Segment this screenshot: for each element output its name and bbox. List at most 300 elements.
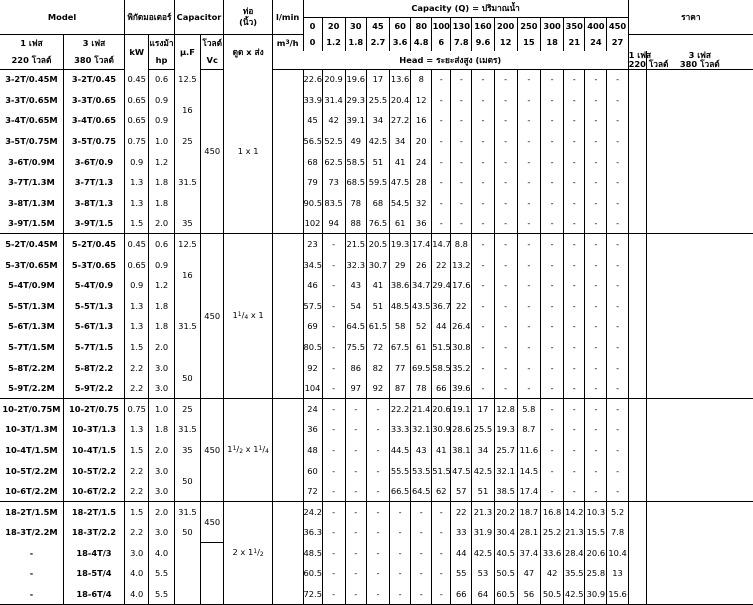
model-single-phase: 5-6T/1.3M [8, 321, 55, 332]
price-single-cell [628, 151, 646, 172]
head-value: 31.9 [472, 522, 494, 543]
head-value: 61 [390, 213, 411, 234]
head-value: - [607, 460, 628, 481]
price-single-phase: 1 เฟส [628, 50, 652, 60]
head-value: 43 [411, 440, 432, 461]
head-value: - [432, 522, 451, 543]
head-value: 35.2 [451, 357, 472, 378]
head-value: - [322, 460, 345, 481]
pipe-suction-den: 2 [239, 448, 244, 456]
model-three-phase: 3-5T/0.75 [63, 131, 124, 152]
head-value: 86 [345, 357, 366, 378]
pipe-size: $1^1/2$ x $1^1/4$ [224, 399, 273, 502]
head-value: 22.2 [390, 399, 411, 420]
head-value: 36 [303, 419, 322, 440]
model-single-phase: 3-5T/0.75M [5, 136, 58, 147]
motor-kw: 1.5 [125, 337, 149, 358]
head-value: - [517, 337, 540, 358]
head-value: 13.2 [451, 254, 472, 275]
table-row [0, 172, 753, 193]
pipe-suction-den: 4 [244, 314, 249, 322]
head-value: - [494, 213, 517, 234]
motor-hp: 0.6 [149, 69, 174, 90]
head-value: 38.6 [390, 275, 411, 296]
head-value: - [517, 151, 540, 172]
head-value: - [345, 481, 366, 502]
model-three-phase: 18-5T/4 [63, 563, 124, 584]
price-single-cell [628, 543, 646, 564]
motor-hp: 1.8 [149, 172, 174, 193]
capacity-m3h-value: 1.8 [345, 34, 366, 51]
capacity-lmin-value: 0 [303, 17, 322, 34]
head-value: 42.5 [472, 543, 494, 564]
head-value: - [322, 502, 345, 523]
head-value: 90.5 [303, 193, 322, 214]
head-value: 55.5 [390, 460, 411, 481]
head-value: - [585, 69, 607, 90]
table-row [0, 275, 753, 296]
motor-kw: 1.3 [125, 419, 149, 440]
head-value: - [607, 378, 628, 399]
table-row [0, 151, 753, 172]
head-value: 64 [472, 584, 494, 605]
table-row [0, 481, 753, 502]
head-value: - [366, 440, 389, 461]
table-row [0, 213, 753, 234]
price-single-cell [628, 254, 646, 275]
single-phase-header: 1 เฟส [20, 37, 43, 48]
head-value: - [517, 110, 540, 131]
capacity-lmin-value: 300 [540, 17, 563, 34]
price-three-cell [646, 316, 753, 337]
motor-hp: 3.0 [149, 460, 174, 481]
head-value: 72 [303, 481, 322, 502]
model-single-phase: 18-2T/1.5M [5, 506, 58, 517]
head-value: - [607, 131, 628, 152]
capacity-lmin-value: 20 [322, 17, 345, 34]
head-value: - [451, 131, 472, 152]
price-single-cell [628, 337, 646, 358]
head-value: 21.3 [472, 502, 494, 523]
head-value: - [607, 234, 628, 255]
model-single-phase: 3-2T/0.45M [5, 74, 58, 85]
head-value: 28 [411, 172, 432, 193]
head-value: - [494, 296, 517, 317]
head-value: 21.5 [345, 234, 366, 255]
head-value: 47.5 [390, 172, 411, 193]
motor-kw: 1.5 [125, 502, 149, 523]
head-value: - [432, 502, 451, 523]
head-value: 69 [303, 316, 322, 337]
head-value: - [564, 481, 585, 502]
head-value: - [564, 193, 585, 214]
model-three-phase: 18-4T/3 [63, 543, 124, 564]
head-value: - [411, 502, 432, 523]
head-value: 52 [411, 316, 432, 337]
price-header: ราคา [628, 0, 753, 34]
pipe-discharge-num: 1 [258, 445, 263, 453]
price-single-cell [628, 110, 646, 131]
head-value: 13.6 [390, 69, 411, 90]
head-value: - [607, 69, 628, 90]
head-value: - [564, 69, 585, 90]
head-value: 102 [303, 213, 322, 234]
head-value: 11.6 [517, 440, 540, 461]
head-value: - [345, 543, 366, 564]
head-value: - [494, 110, 517, 131]
motor-kw: 2.2 [125, 378, 149, 399]
head-value: 37.4 [517, 543, 540, 564]
head-value: - [585, 213, 607, 234]
price-three-cell [646, 584, 753, 605]
head-value: - [564, 213, 585, 234]
head-value: 52.5 [322, 131, 345, 152]
pipe-suction-num: 1 [232, 445, 237, 453]
head-value: - [390, 522, 411, 543]
capacity-m3h-value: 7.8 [451, 34, 472, 51]
head-value: 47.5 [451, 460, 472, 481]
head-value: 47 [517, 563, 540, 584]
motor-hp: 3.0 [149, 378, 174, 399]
head-value: 17.4 [411, 234, 432, 255]
head-value: 43.5 [411, 296, 432, 317]
motor-kw: 0.45 [125, 69, 149, 90]
head-value: 68 [366, 193, 389, 214]
head-value: 54.5 [390, 193, 411, 214]
price-single-cell [628, 522, 646, 543]
head-value: 41 [432, 440, 451, 461]
head-value: - [607, 399, 628, 420]
head-value: - [607, 481, 628, 502]
head-value: - [585, 316, 607, 337]
capacity-lmin-value: 60 [390, 17, 411, 34]
head-value: 59.5 [366, 172, 389, 193]
head-value: - [585, 378, 607, 399]
capacity-m3h-value: 2.7 [366, 34, 389, 51]
lmin-spacer [272, 543, 303, 564]
single-phase-voltage: 220 โวลต์ [0, 51, 63, 69]
head-value: - [322, 543, 345, 564]
motor-hp: 2.0 [149, 502, 174, 523]
head-value: 29.3 [345, 90, 366, 111]
motor-hp: 4.0 [149, 543, 174, 564]
pipe-suction: 1 [227, 444, 233, 455]
head-value: - [472, 110, 494, 131]
head-value: - [432, 193, 451, 214]
model-three-phase: 10-3T/1.3 [63, 419, 124, 440]
head-value: - [432, 563, 451, 584]
head-value: 19.3 [390, 234, 411, 255]
volt-header: โวลต์ [201, 34, 224, 51]
head-value: 17.6 [451, 275, 472, 296]
head-value: 26 [411, 254, 432, 275]
motor-hp: 5.5 [149, 563, 174, 584]
head-value: 28.4 [564, 543, 585, 564]
motor-hp: 0.9 [149, 90, 174, 111]
capacitor-uf: 16 [174, 254, 200, 295]
head-value: - [564, 275, 585, 296]
capacitor-uf: 31.5 [174, 296, 200, 358]
head-value: - [472, 275, 494, 296]
table-row [0, 378, 753, 399]
table-body [0, 69, 753, 604]
motor-kw: 2.2 [125, 522, 149, 543]
model-single-phase: 5-5T/1.3M [8, 300, 55, 311]
head-value: 39.1 [345, 110, 366, 131]
price-three-cell [646, 399, 753, 420]
motor-kw: 0.75 [125, 399, 149, 420]
price-three-cell [646, 460, 753, 481]
head-value: - [585, 151, 607, 172]
head-value: - [432, 69, 451, 90]
head-value: - [585, 357, 607, 378]
price-three-cell [646, 172, 753, 193]
pipe-discharge: 1 [247, 547, 254, 558]
capacitor-uf: 12.5 [174, 234, 200, 255]
price-single-cell [628, 502, 646, 523]
head-value: - [322, 254, 345, 275]
head-value: - [540, 460, 563, 481]
table-row [0, 522, 753, 543]
capacitor-vc-empty [201, 543, 224, 605]
head-value: 22.6 [303, 69, 322, 90]
pipe-size: $1^1/4$ x 1 [224, 234, 273, 399]
head-value: 44 [451, 543, 472, 564]
head-value: 51 [472, 481, 494, 502]
head-value: 77 [390, 357, 411, 378]
pipe-discharge: 1 [253, 146, 259, 157]
motor-kw: 4.0 [125, 584, 149, 605]
head-value: - [585, 440, 607, 461]
head-value: - [540, 110, 563, 131]
model-single-phase: 10-3T/1.3M [5, 424, 58, 435]
motor-kw: 0.65 [125, 90, 149, 111]
head-value: 32.1 [494, 460, 517, 481]
model-single-phase: 3-3T/0.65M [5, 94, 58, 105]
capacity-m3h-value: 18 [540, 34, 563, 51]
head-value: 30.7 [366, 254, 389, 275]
head-value: - [390, 584, 411, 605]
head-value: - [451, 213, 472, 234]
head-value: 20.5 [366, 234, 389, 255]
head-value: - [517, 378, 540, 399]
motor-hp: 0.9 [149, 254, 174, 275]
head-value: 21.4 [411, 399, 432, 420]
head-value: - [322, 234, 345, 255]
head-value: 64.5 [411, 481, 432, 502]
motor-kw: 4.0 [125, 563, 149, 584]
head-value: - [564, 316, 585, 337]
head-value: - [540, 275, 563, 296]
head-value: - [564, 419, 585, 440]
head-value: - [494, 193, 517, 214]
model-single-phase: - [0, 584, 63, 605]
head-value: 24.2 [303, 502, 322, 523]
lmin-spacer [272, 378, 303, 399]
lmin-spacer [272, 399, 303, 420]
head-value: - [494, 151, 517, 172]
head-value: - [366, 502, 389, 523]
head-value: - [432, 90, 451, 111]
head-value: 55 [451, 563, 472, 584]
head-value: 51 [366, 151, 389, 172]
motor-kw: 2.2 [125, 357, 149, 378]
table-row [0, 193, 753, 214]
lmin-spacer [272, 254, 303, 275]
head-value: - [517, 316, 540, 337]
head-value: 42.5 [564, 584, 585, 605]
head-value: 24 [303, 399, 322, 420]
head-value: - [517, 275, 540, 296]
head-value: 57 [451, 481, 472, 502]
head-value: 48.5 [390, 296, 411, 317]
head-value: - [494, 131, 517, 152]
model-single-phase: 5-7T/1.5M [8, 341, 55, 352]
head-value: - [607, 316, 628, 337]
table-row [0, 234, 753, 255]
head-value: - [472, 357, 494, 378]
head-value: 66 [451, 584, 472, 605]
head-value: - [345, 584, 366, 605]
head-value: 22 [432, 254, 451, 275]
head-value: - [322, 399, 345, 420]
model-three-phase: 3-4T/0.65 [63, 110, 124, 131]
head-value: - [607, 337, 628, 358]
head-value: 33 [451, 522, 472, 543]
pipe-discharge: 1 [258, 310, 264, 321]
capacity-m3h-value: 6 [432, 34, 451, 51]
head-value: - [494, 254, 517, 275]
head-value: 8.8 [451, 234, 472, 255]
price-single-cell [628, 193, 646, 214]
head-value: - [517, 90, 540, 111]
head-value: - [585, 481, 607, 502]
head-value: - [517, 234, 540, 255]
lmin-spacer [272, 213, 303, 234]
model-single-phase: - [29, 547, 34, 558]
head-value: 25.7 [494, 440, 517, 461]
head-value: - [390, 502, 411, 523]
table-row [0, 502, 753, 523]
vc-header: Vc [201, 51, 224, 69]
head-value: 38.1 [451, 440, 472, 461]
head-value: 50.5 [540, 584, 563, 605]
head-value: - [322, 275, 345, 296]
motor-kw: 1.3 [125, 193, 149, 214]
head-value: - [607, 440, 628, 461]
price-three-cell [646, 563, 753, 584]
head-value: 83.5 [322, 193, 345, 214]
model-three-phase: 18-6T/4 [63, 584, 124, 605]
capacitor-uf: 31.5 [174, 151, 200, 213]
head-value: 21.3 [564, 522, 585, 543]
head-value: - [472, 193, 494, 214]
head-value: - [451, 110, 472, 131]
price-three-cell [646, 213, 753, 234]
head-value: - [585, 172, 607, 193]
head-value: 36.3 [303, 522, 322, 543]
lmin-spacer [272, 460, 303, 481]
head-value: 20 [411, 131, 432, 152]
head-value: - [540, 296, 563, 317]
head-value: 19.1 [451, 399, 472, 420]
capacitor-uf: 50 [174, 460, 200, 501]
head-value: 28.6 [451, 419, 472, 440]
head-value: 25.5 [472, 419, 494, 440]
head-value: 64.5 [345, 316, 366, 337]
head-value: - [585, 90, 607, 111]
pipe-discharge-den: 2 [259, 551, 264, 559]
model-single-phase: 10-6T/2.2M [0, 481, 63, 502]
price-single-cell [628, 90, 646, 111]
head-value: - [585, 460, 607, 481]
head-value: 29.4 [432, 275, 451, 296]
price-single-cell [628, 584, 646, 605]
head-value: 30.9 [585, 584, 607, 605]
head-value: 41 [390, 151, 411, 172]
head-value: 33.9 [303, 90, 322, 111]
head-value: 51.5 [432, 337, 451, 358]
head-value: - [472, 337, 494, 358]
head-value: - [607, 172, 628, 193]
model-single-phase: 5-2T/0.45M [5, 239, 58, 250]
model-three-phase: 5-9T/2.2 [63, 378, 124, 399]
head-value: - [472, 234, 494, 255]
price-three-cell [646, 481, 753, 502]
capacity-m3h-value: 4.8 [411, 34, 432, 51]
head-value: 51 [366, 296, 389, 317]
head-value: - [322, 522, 345, 543]
head-value: 20.6 [432, 399, 451, 420]
head-value: - [564, 254, 585, 275]
head-value: 42 [540, 563, 563, 584]
head-value: - [432, 543, 451, 564]
head-value: - [540, 254, 563, 275]
kw-header: kW [125, 34, 149, 69]
head-value: 44 [432, 316, 451, 337]
suction-discharge-header: ดูด x ส่ง [224, 34, 273, 69]
head-value: 19.6 [345, 69, 366, 90]
model-three-phase: 3-6T/0.9 [63, 151, 124, 172]
capacitor-uf: 25 [174, 131, 200, 152]
head-value: - [607, 151, 628, 172]
head-value: - [585, 296, 607, 317]
capacitor-vc: 450 [201, 69, 224, 234]
head-value: 67.5 [390, 337, 411, 358]
head-value: - [540, 419, 563, 440]
capacitor-uf: 50 [174, 357, 200, 398]
model-three-phase: 5-6T/1.3 [63, 316, 124, 337]
lmin-spacer [272, 440, 303, 461]
head-value: - [345, 399, 366, 420]
head-value: 7.8 [607, 522, 628, 543]
pipe-discharge-den: 4 [265, 448, 269, 456]
model-three-phase: 5-8T/2.2 [63, 357, 124, 378]
head-value: 42 [322, 110, 345, 131]
head-value: 19.3 [494, 419, 517, 440]
head-value: 34.7 [411, 275, 432, 296]
model-three-phase: 3-2T/0.45 [63, 69, 124, 90]
head-value: 36.7 [432, 296, 451, 317]
head-value: - [564, 399, 585, 420]
head-value: - [540, 234, 563, 255]
motor-hp: 1.2 [149, 275, 174, 296]
head-value: 78 [411, 378, 432, 399]
head-value: - [366, 522, 389, 543]
head-value: 49 [345, 131, 366, 152]
head-value: 56 [517, 584, 540, 605]
motor-kw: 0.45 [125, 234, 149, 255]
